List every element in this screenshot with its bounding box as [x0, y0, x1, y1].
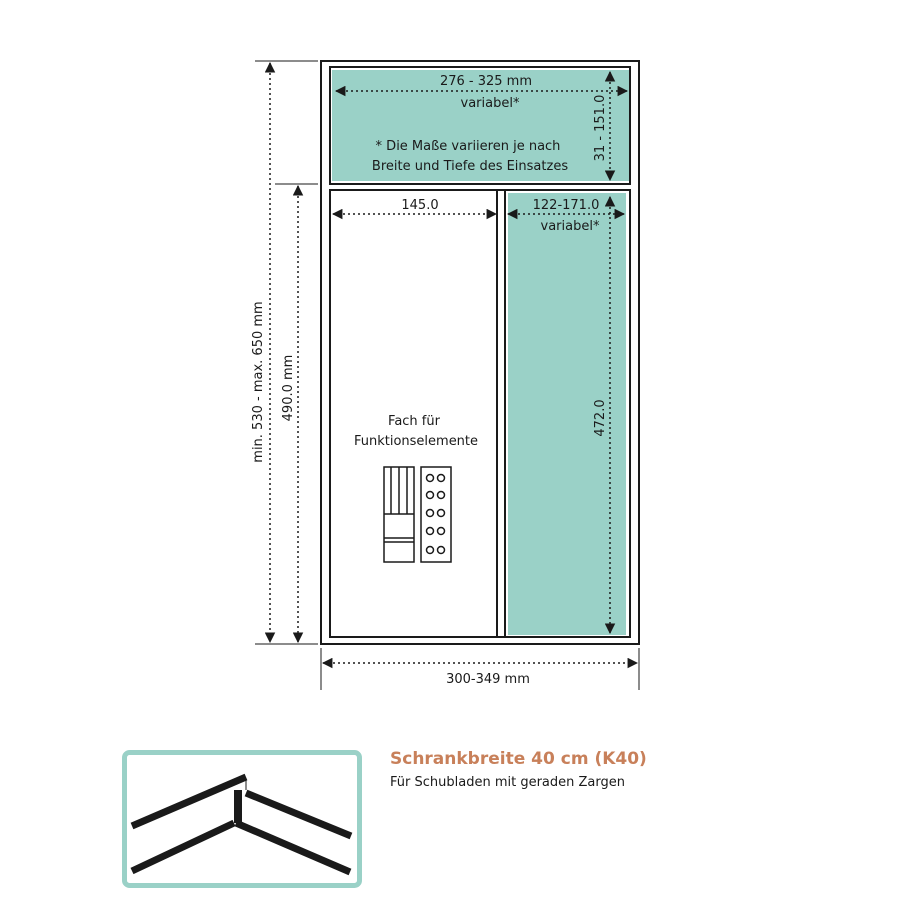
drawer-side-profile-icon — [122, 750, 362, 888]
left-width-label: 145.0 — [401, 198, 439, 213]
caption-subtitle: Für Schubladen mit geraden Zargen — [390, 775, 625, 790]
total-width-label: 300-349 mm — [446, 672, 530, 687]
top-width-label: 276 - 325 mm — [439, 74, 533, 89]
top-height-label: 31 - 151.0 — [593, 94, 608, 162]
right-panel-fill — [508, 193, 626, 635]
total-height-label: min. 530 - max. 650 mm — [251, 301, 266, 463]
right-width-label: 122-171.0 — [532, 198, 600, 213]
inner-height-label: 490.0 mm — [281, 354, 296, 422]
right-height-label: 472.0 — [593, 399, 608, 437]
variation-note-line1: * Die Maße variieren je nach — [375, 139, 561, 154]
compartment-label-line2: Funktionselemente — [353, 434, 479, 449]
top-variable-label: variabel* — [460, 96, 520, 111]
compartment-label-line1: Fach für — [388, 414, 440, 429]
fuse-box-icon — [384, 467, 451, 562]
variation-note-line2: Breite und Tiefe des Einsatzes — [371, 159, 569, 174]
caption — [390, 749, 647, 790]
right-variable-label: variabel* — [540, 219, 600, 234]
caption-title: Schrankbreite 40 cm (K40) — [390, 749, 647, 769]
